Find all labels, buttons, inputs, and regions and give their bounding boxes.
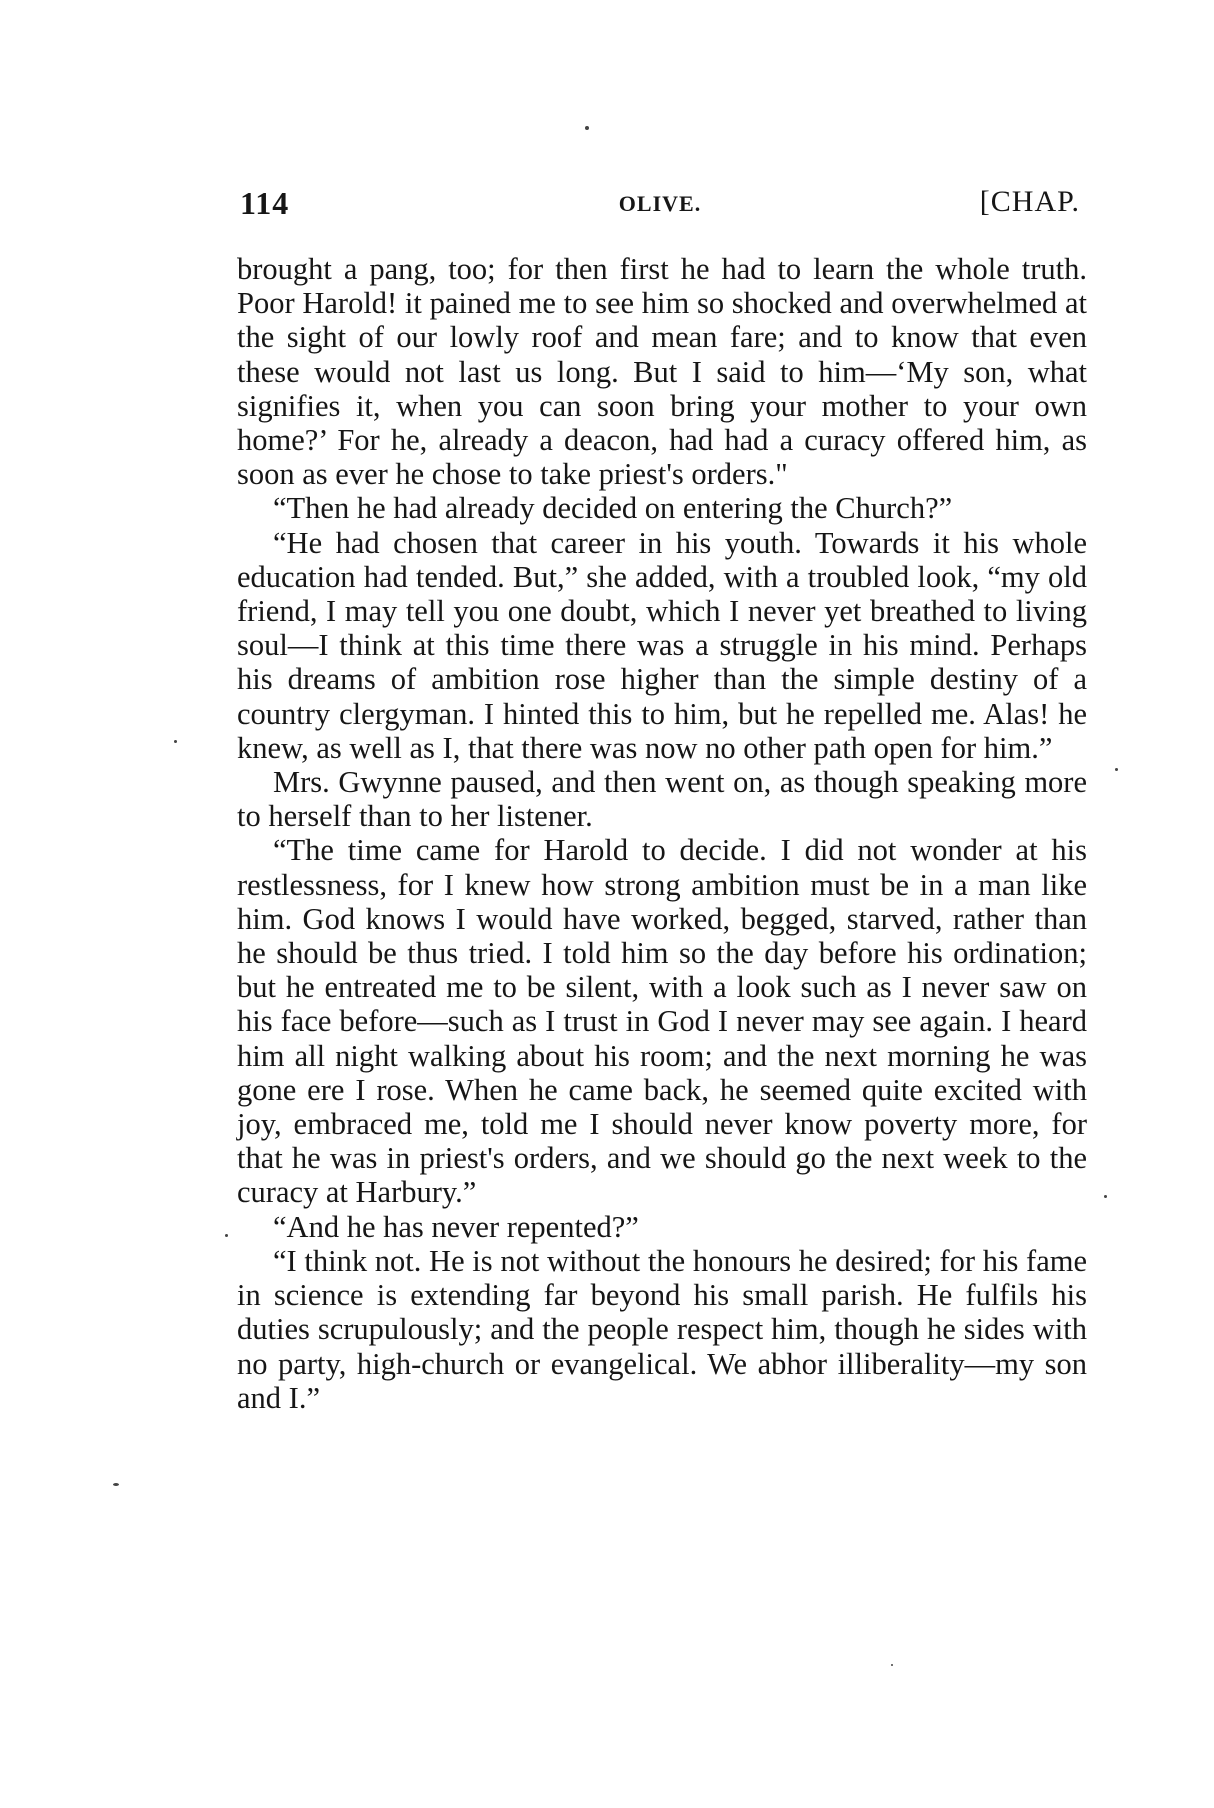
- page-header: [240, 185, 1080, 225]
- paragraph-2: “Then he had already decided on entering the Church?”: [273, 491, 953, 526]
- running-title: OLIVE.: [618, 191, 702, 216]
- page-number: 114: [240, 185, 290, 221]
- scan-speck: [113, 1483, 119, 1486]
- paragraph-4: Mrs. Gwynne paused, and then went on, as though speaking more to herself than to her listener.: [237, 765, 1087, 834]
- paragraph-1: brought a pang, too; for then first he had to learn the whole truth. Poor Harold! it pained me to see him so shocked and overwhelmed at the sight of our lowly roof and mean fare; and to know that even these would not last us long. But I said to him—‘My son, what signifies it, when you can soon bring your mother to your own home?’ For he, already a deacon, had had a curacy offered him, as soon as ever he chose to take priest's orders.": [237, 252, 1087, 492]
- scan-speck: [1115, 768, 1118, 771]
- scan-speck: [225, 1234, 228, 1237]
- body-text: [237, 252, 1087, 1415]
- scan-speck: [1104, 1195, 1107, 1198]
- scan-speck: [891, 1664, 893, 1666]
- chapter-mark: [CHAP.: [979, 185, 1080, 218]
- paragraph-5: “The time came for Harold to decide. I did not wonder at his restlessness, for I knew how strong ambition must be in a man like him. God knows I would have worked, begged, starved, rather than he should be thus tried. I told him so the day before his ordination; but he entreated me to be silent, with a look such as I never saw on his face before—such as I trust in God I never may see again. I heard him all night walking about his room; and the next morning he was gone ere I rose. When he came back, he seemed quite excited with joy, embraced me, told me I should never know poverty more, for that he was in priest's orders, and we should go the next week to the curacy at Harbury.”: [237, 833, 1087, 1210]
- scan-speck: [174, 740, 177, 743]
- paragraph-6: “And he has never repented?”: [273, 1209, 639, 1244]
- paragraph-3: “He had chosen that career in his youth. Towards it his whole education had tended. But,” she added, with a troubled look, “my old friend, I may tell you one doubt, which I never yet breathed to living soul—I think at this time there was a struggle in his mind. Perhaps his dreams of ambition rose higher than the simple destiny of a country clergyman. I hinted this to him, but he repelled me. Alas! he knew, as well as I, that there was now no other path open for him.”: [237, 525, 1087, 765]
- paragraph-7: “I think not. He is not without the honours he desired; for his fame in science is extending far beyond his small parish. He fulfils his duties scrupulously; and the people respect him, though he sides with no party, high-church or evangelical. We abhor illiberality—my son and I.”: [237, 1243, 1087, 1415]
- scan-speck: [585, 126, 589, 130]
